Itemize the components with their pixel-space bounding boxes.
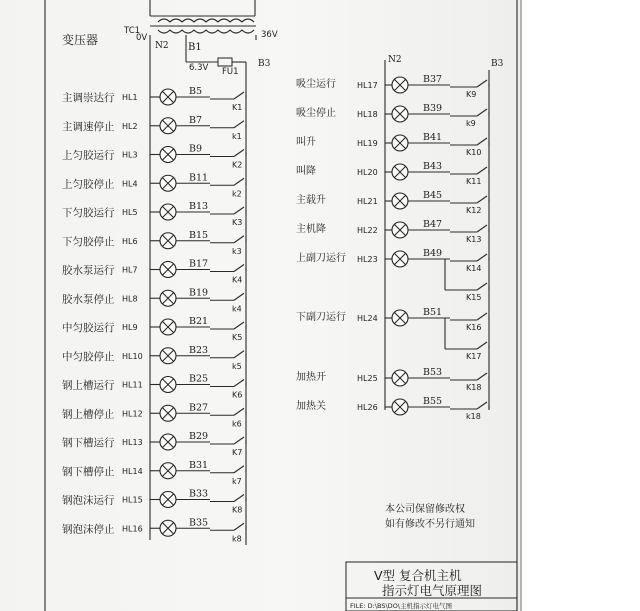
row-label: 钢泡沫停止 <box>62 523 115 536</box>
lamp-row <box>296 103 489 128</box>
indicator-lamp-icon <box>160 463 176 479</box>
relay-contact <box>210 178 246 185</box>
wire-number: B37 <box>423 74 443 85</box>
lamp-row <box>62 86 246 112</box>
k-label: K6 <box>232 390 243 400</box>
k-label: K16 <box>466 323 482 332</box>
notice-line-2: 如有修改不另行通知 <box>385 519 475 530</box>
row-label: 上匀胶停止 <box>62 178 115 191</box>
lamp-row <box>62 345 246 371</box>
indicator-lamp-icon <box>160 290 176 306</box>
indicator-lamp-icon <box>392 77 408 93</box>
relay-contact <box>450 225 489 232</box>
k-label: K7 <box>232 448 243 457</box>
relay-contact <box>210 351 246 358</box>
wire-number: B9 <box>189 143 203 155</box>
row-label: 吸尘停止 <box>296 108 336 119</box>
hl-label: HL8 <box>122 294 138 304</box>
k-label: k5 <box>232 361 242 371</box>
k-label: K3 <box>232 218 243 227</box>
wire-number: B15 <box>189 229 209 241</box>
row-label: 钢下槽停止 <box>62 465 115 478</box>
relay-contact-secondary <box>445 342 489 349</box>
k-label: K5 <box>232 333 243 342</box>
hl-label: HL22 <box>357 226 378 235</box>
lamp-row <box>62 115 246 141</box>
k-label: K12 <box>466 206 482 215</box>
row-label: 叫升 <box>296 137 316 148</box>
wire-number: B49 <box>423 248 443 259</box>
indicator-lamp-icon <box>392 193 408 209</box>
title-block <box>346 562 517 611</box>
k-label-secondary: K15 <box>466 293 482 302</box>
notice-line-1: 本公司保留修改权 <box>385 504 465 515</box>
lamp-row <box>296 219 489 244</box>
left-lamp-column <box>62 86 246 543</box>
wire-number: B25 <box>189 373 209 385</box>
transformer-secondary-coil <box>158 30 254 33</box>
row-label: 中匀胶运行 <box>62 322 115 334</box>
lamp-row <box>62 517 246 543</box>
k-label: k8 <box>232 534 242 544</box>
transformer-id: TC1 <box>124 26 141 36</box>
row-label: 上副刀运行 <box>296 253 346 264</box>
indicator-lamp-icon <box>160 118 176 134</box>
relay-contact <box>210 150 246 157</box>
row-label: 上匀胶运行 <box>62 149 115 162</box>
hl-label: HL1 <box>122 93 138 102</box>
relay-contact <box>210 207 246 214</box>
indicator-lamp-icon <box>160 233 176 249</box>
hl-label: HL26 <box>357 403 378 412</box>
copyright-notice <box>385 502 475 530</box>
relay-contact <box>450 254 489 261</box>
row-label: 钢上槽停止 <box>62 408 115 421</box>
relay-contact <box>450 313 489 320</box>
hl-label: HL24 <box>357 314 378 323</box>
k-label: K13 <box>466 235 482 244</box>
wire-number: B23 <box>189 344 209 356</box>
lamp-row <box>296 132 489 157</box>
hl-label: HL10 <box>122 351 143 361</box>
wire-number: B7 <box>189 114 203 126</box>
k-label: K10 <box>466 148 482 157</box>
indicator-lamp-icon <box>392 370 408 386</box>
row-label: 主调崇达行 <box>62 92 115 104</box>
k-label: k3 <box>232 246 242 256</box>
wire-number: B13 <box>189 201 209 212</box>
hl-label: HL16 <box>122 524 143 534</box>
hl-label: HL21 <box>357 197 378 206</box>
wire-number: B21 <box>189 316 209 327</box>
hl-label: HL17 <box>357 81 378 90</box>
lamp-row <box>62 144 246 170</box>
indicator-lamp-icon <box>160 204 176 220</box>
hl-label: HL3 <box>122 150 138 160</box>
wire-number: B39 <box>423 103 443 114</box>
indicator-lamp-icon <box>160 377 176 393</box>
relay-contact <box>210 92 246 99</box>
k-label: k18 <box>466 412 481 421</box>
relay-contact <box>450 196 489 203</box>
node-b1: B1 <box>188 42 202 53</box>
k-label: K14 <box>466 264 482 273</box>
lamp-row <box>62 489 246 515</box>
indicator-lamp-icon <box>160 492 176 508</box>
wire-number: B29 <box>189 431 209 442</box>
row-label: 叫降 <box>296 166 316 177</box>
wire-number: B53 <box>423 367 443 378</box>
k-label: K11 <box>466 177 482 186</box>
wire-number: B43 <box>423 161 443 172</box>
indicator-lamp-icon <box>160 262 176 278</box>
hl-label: HL2 <box>122 121 138 131</box>
hl-label: HL15 <box>122 495 143 505</box>
indicator-lamp-icon <box>392 164 408 180</box>
row-label: 胶水泵运行 <box>62 264 115 277</box>
k-label: k6 <box>232 419 242 429</box>
lamp-row <box>62 460 246 486</box>
hl-label: HL14 <box>122 466 143 476</box>
lamp-row <box>62 201 246 227</box>
row-label: 下匀胶停止 <box>62 235 115 248</box>
wire-number: B19 <box>189 287 209 299</box>
relay-contact <box>210 466 246 473</box>
indicator-lamp-icon <box>392 106 408 122</box>
row-label: 吸尘运行 <box>296 79 336 90</box>
hl-label: HL13 <box>122 438 143 447</box>
k-label: K4 <box>232 275 243 285</box>
fuse-label: FU1 <box>222 67 239 77</box>
indicator-lamp-icon <box>160 434 176 450</box>
k-label: K18 <box>466 383 482 392</box>
indicator-lamp-icon <box>160 89 176 105</box>
k-label: K9 <box>466 90 477 99</box>
hl-label: HL11 <box>122 380 143 390</box>
lamp-row <box>296 161 489 186</box>
transformer-label: 变压器 <box>62 33 99 47</box>
hl-label: HL7 <box>122 265 138 275</box>
lamp-row <box>62 287 246 313</box>
node-b3-right: B3 <box>491 59 504 69</box>
hl-label: HL25 <box>357 374 378 383</box>
row-label: 胶水泵停止 <box>62 293 115 306</box>
transformer-36-volt: 36V <box>261 30 278 40</box>
relay-contact <box>210 408 246 415</box>
row-label: 钢上槽运行 <box>62 379 115 392</box>
relay-contact <box>450 109 489 116</box>
relay-contact-secondary <box>445 283 489 290</box>
wire-number: B55 <box>423 396 443 407</box>
k-label: K2 <box>232 160 243 170</box>
relay-contact <box>210 293 246 300</box>
row-label: 下副刀运行 <box>296 312 346 323</box>
wire-number: B33 <box>189 488 209 500</box>
hl-label: HL19 <box>357 139 378 148</box>
indicator-lamp-icon <box>160 405 176 421</box>
title-line-2: 指示灯电气原理图 <box>382 583 483 598</box>
indicator-lamp-icon <box>160 520 176 536</box>
row-label: 主载升 <box>296 195 326 206</box>
relay-contact <box>210 265 246 272</box>
row-label: 钢下槽运行 <box>62 437 115 449</box>
hl-label: HL6 <box>122 236 138 246</box>
lamp-row <box>62 172 246 198</box>
hl-label: HL20 <box>357 168 378 177</box>
hl-label: HL9 <box>122 323 138 332</box>
hl-label: HL12 <box>122 409 143 419</box>
transformer-primary-coil <box>158 19 254 22</box>
wire-number: B51 <box>423 307 443 318</box>
hl-label: HL4 <box>122 179 138 189</box>
indicator-lamp-icon <box>392 251 408 267</box>
k-label: k1 <box>232 131 242 141</box>
lamp-row <box>296 307 489 361</box>
k-label: K1 <box>232 103 243 112</box>
lamp-row <box>62 230 246 256</box>
relay-contact <box>210 495 246 502</box>
indicator-lamp-icon <box>392 222 408 238</box>
wire-number: B11 <box>189 172 209 184</box>
lamp-row <box>62 259 246 285</box>
relay-contact <box>210 523 246 530</box>
relay-contact <box>450 402 489 409</box>
row-label: 主调速停止 <box>62 120 115 133</box>
indicator-lamp-icon <box>160 175 176 191</box>
k-label: k9 <box>466 119 476 128</box>
wire-number: B27 <box>189 402 209 414</box>
lamp-row <box>296 74 489 99</box>
relay-contact <box>450 167 489 174</box>
hl-label: HL5 <box>122 208 138 217</box>
relay-contact <box>450 373 489 380</box>
title-file-path: FILE: D:\BS\DO\主机指示灯电气图 <box>350 602 452 610</box>
row-label: 加热关 <box>296 401 326 412</box>
wire-number: B17 <box>189 258 209 270</box>
row-label: 钢泡沫运行 <box>62 494 115 507</box>
k-label: k7 <box>232 476 242 486</box>
right-lamp-column <box>296 74 489 421</box>
hl-label: HL18 <box>357 110 378 119</box>
lamp-row <box>296 190 489 215</box>
relay-contact <box>450 80 489 87</box>
k-label-secondary: K17 <box>466 352 482 361</box>
lamp-row <box>62 374 246 400</box>
wire-number: B41 <box>423 132 443 143</box>
k-label: k4 <box>232 304 242 314</box>
relay-contact <box>210 236 246 243</box>
wire-number: B35 <box>189 517 209 529</box>
indicator-lamp-icon <box>160 319 176 335</box>
k-label: K8 <box>232 505 243 515</box>
lamp-row <box>62 402 246 428</box>
wire-number: B5 <box>189 86 203 97</box>
indicator-lamp-icon <box>160 348 176 364</box>
indicator-lamp-icon <box>392 399 408 415</box>
wire-number: B45 <box>423 190 443 201</box>
indicator-lamp-icon <box>160 147 176 163</box>
lamp-row <box>296 396 489 421</box>
transformer-6v3: 6.3V <box>189 63 209 73</box>
row-label: 下匀胶运行 <box>62 207 115 219</box>
lamp-row <box>296 367 489 392</box>
wire-number: B31 <box>189 459 209 471</box>
relay-contact <box>210 121 246 128</box>
lamp-row <box>296 248 489 302</box>
indicator-lamp-icon <box>392 135 408 151</box>
title-line-1: V型 复合机主机 <box>374 568 462 583</box>
lamp-row <box>62 431 246 457</box>
relay-contact <box>210 437 246 444</box>
indicator-lamp-icon <box>392 310 408 326</box>
node-b3-left: B3 <box>258 59 271 69</box>
hl-label: HL23 <box>357 255 378 264</box>
lamp-row <box>62 316 246 342</box>
relay-contact <box>450 138 489 145</box>
node-n2-left: N2 <box>155 41 169 51</box>
k-label: k2 <box>232 189 242 199</box>
transformer-zero-volt: 0V <box>136 33 148 43</box>
fuse-fu1 <box>218 58 232 66</box>
node-n2-right: N2 <box>388 55 402 65</box>
row-label: 中匀胶停止 <box>62 350 115 363</box>
wire-number: B47 <box>423 219 443 230</box>
relay-contact <box>210 322 246 329</box>
relay-contact <box>210 380 246 387</box>
row-label: 主机降 <box>296 224 326 235</box>
row-label: 加热开 <box>296 372 326 383</box>
